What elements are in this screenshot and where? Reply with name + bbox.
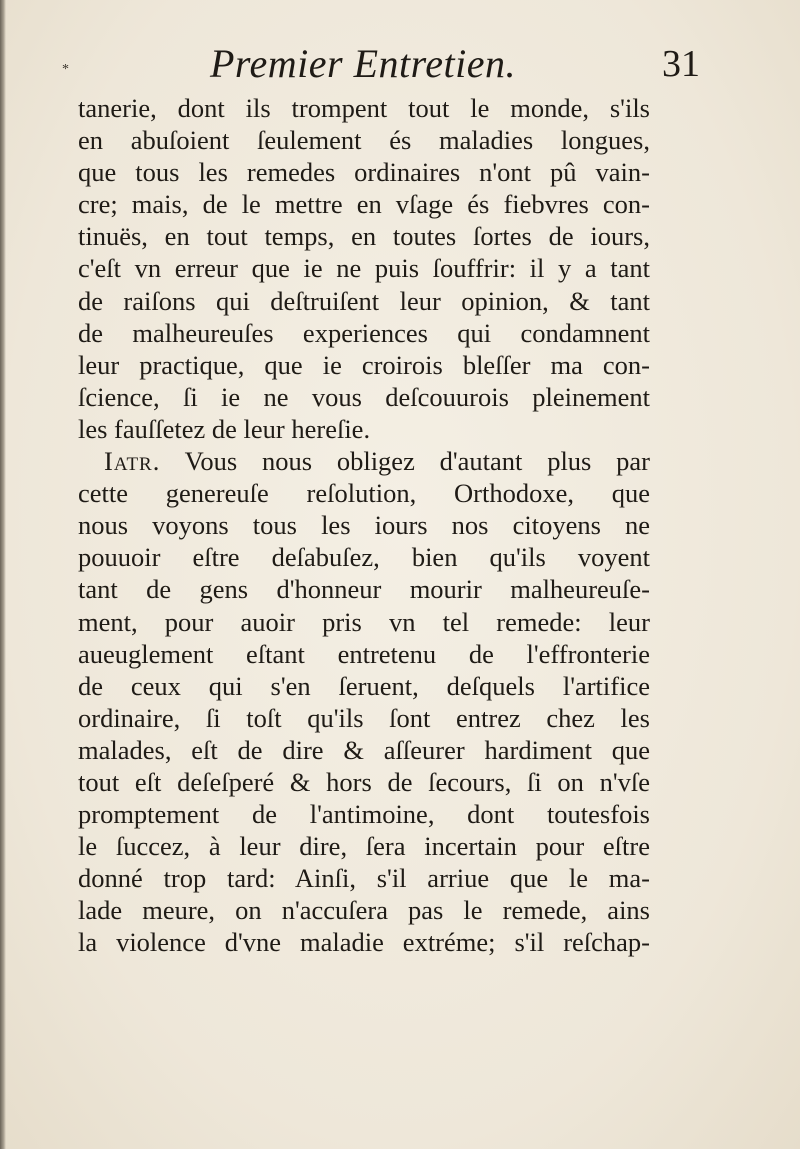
text-line: malades, eſt de dire & aſſeurer hardiment que — [78, 734, 650, 765]
text-line: lade meure, on n'accuſera pas le remede, ains — [78, 895, 650, 926]
text-line: pouuoir eſtre deſabuſez, bien qu'ils voyent — [78, 542, 650, 573]
text-line: tinuës, en tout temps, en toutes ſortes de iours, — [78, 221, 650, 252]
page-number: 31 — [662, 43, 700, 85]
speaker-label: Iatr. — [104, 446, 161, 477]
text-line: aueuglement eſtant entretenu de l'effronterie — [78, 638, 650, 669]
text-line: tout eſt deſeſperé & hors de ſecours, ſi on n'vſe — [78, 766, 650, 797]
text-line: de malheureuſes experiences qui condamnent — [78, 317, 650, 348]
text-line: le ſuccez, à leur dire, ſera incertain pour eſtre — [78, 831, 650, 862]
text-line-fragment: Vous nous obligez d'autant plus par — [160, 446, 650, 477]
text-line: de ceux qui s'en ſeruent, deſquels l'artifice — [78, 670, 650, 701]
text-line: cre; mais, de le mettre en vſage és fiebvres con- — [78, 189, 650, 220]
text-line: leur practique, que ie croirois bleſſer ma con- — [78, 349, 650, 380]
text-line: nous voyons tous les iours nos citoyens ne — [78, 510, 650, 541]
text-line: c'eſt vn erreur que ie ne puis ſouffrir: il y a tant — [78, 253, 650, 284]
text-line: de raiſons qui deſtruiſent leur opinion, & tant — [78, 285, 650, 316]
text-line: promptement de l'antimoine, dont toutesfois — [78, 799, 650, 830]
text-line: tant de gens d'honneur mourir malheureuſe- — [78, 574, 650, 605]
page-binding-edge — [0, 0, 6, 1149]
speaker-line — [78, 445, 650, 477]
text-line: la violence d'vne maladie extréme; s'il reſchap- — [78, 927, 650, 958]
text-line: donné trop tard: Ainſi, s'il arriue que le ma- — [78, 863, 650, 894]
text-line: ſcience, ſi ie ne vous deſcouurois pleinement — [78, 381, 650, 412]
running-head — [60, 38, 700, 88]
printer-mark: * — [62, 62, 69, 77]
text-line: en abuſoient ſeulement és maladies longues, — [78, 125, 650, 156]
running-title: Premier Entretien. — [210, 41, 516, 86]
text-line: ordinaire, ſi toſt qu'ils ſont entrez chez les — [78, 702, 650, 733]
text-line: ment, pour auoir pris vn tel remede: leur — [78, 606, 650, 637]
text-line: les fauſſetez de leur hereſie. — [78, 413, 371, 444]
text-line: cette genereuſe reſolution, Orthodoxe, que — [78, 478, 650, 509]
text-line: que tous les remedes ordinaires n'ont pû vain- — [78, 157, 650, 188]
body-text — [78, 92, 650, 959]
text-line: tanerie, dont ils trompent tout le monde, s'ils — [78, 93, 650, 123]
